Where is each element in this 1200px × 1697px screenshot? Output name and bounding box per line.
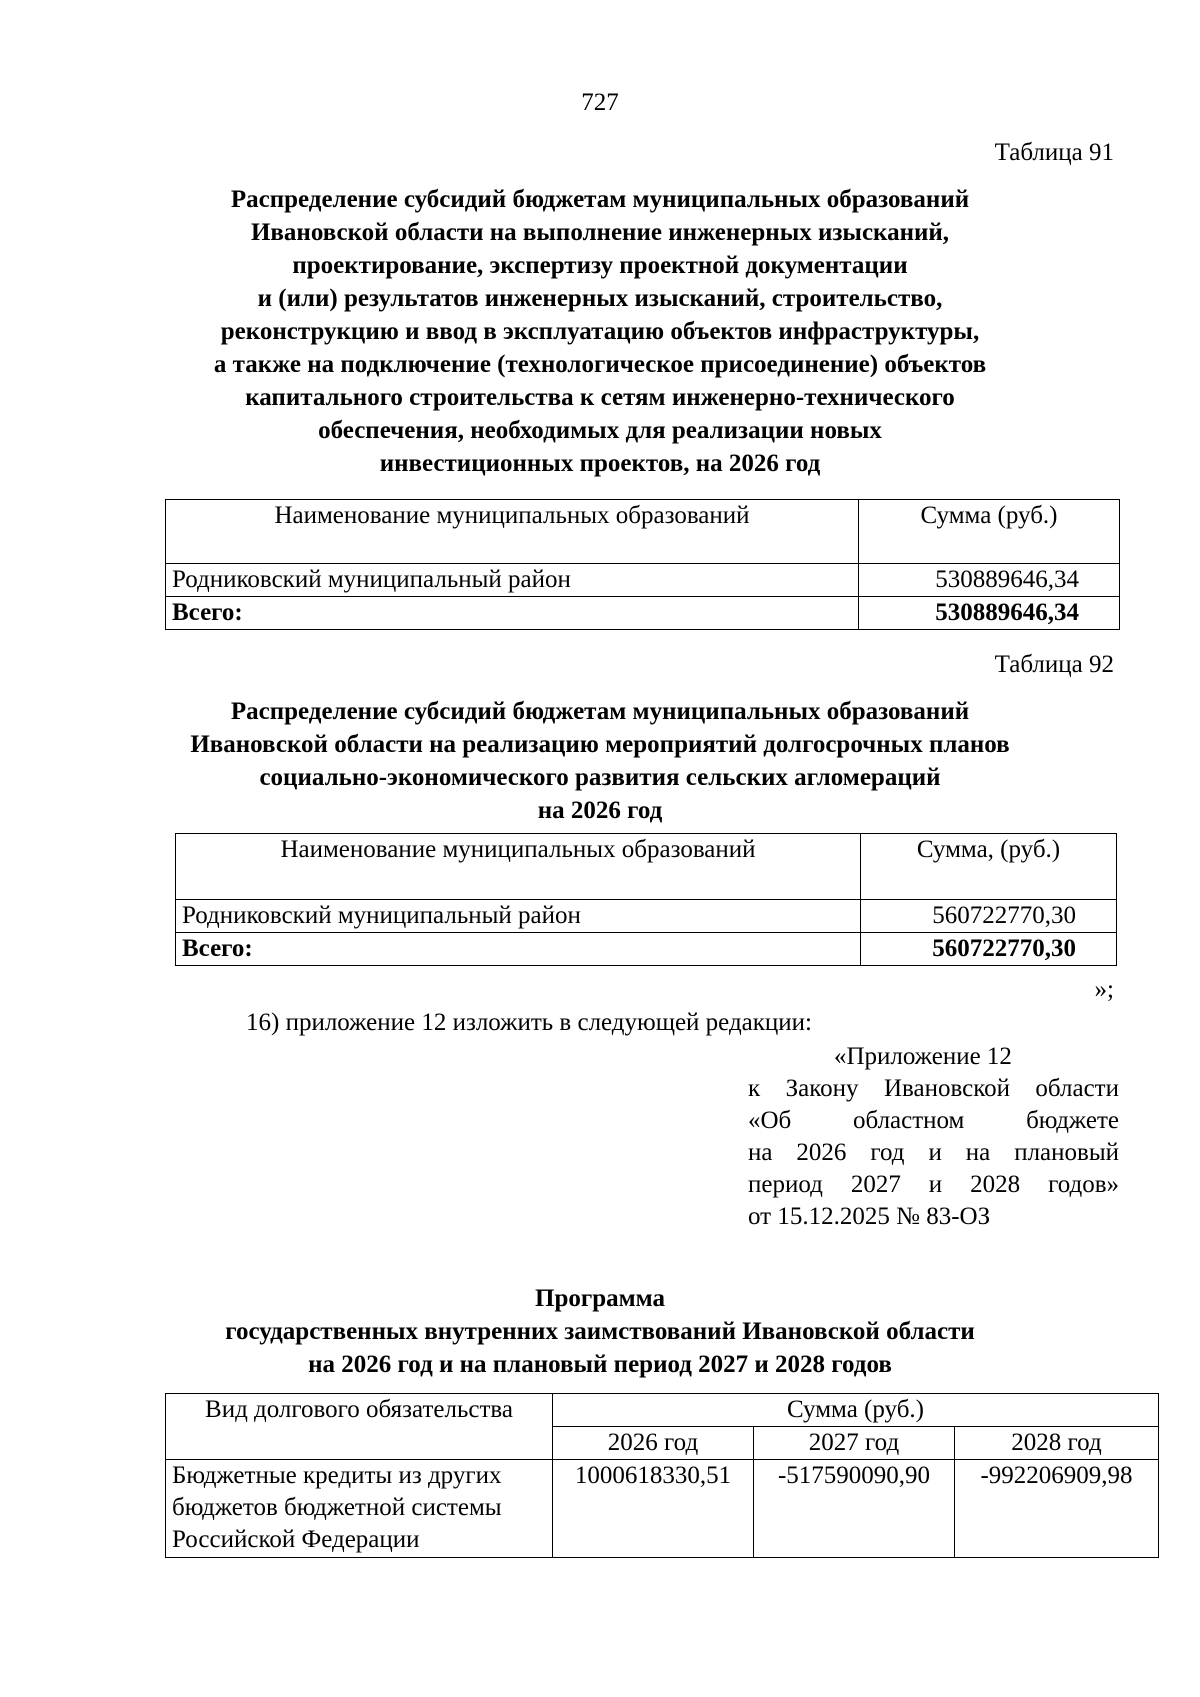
table-91-row-name: Родниковский муниципальный район — [166, 564, 859, 597]
appendix-line-1: «Приложение 12 — [834, 1043, 1012, 1070]
appendix-line-2: к Закону Ивановской области — [748, 1075, 1119, 1102]
table-92-total-sum: 560722770,30 — [861, 933, 1117, 966]
program-value-2028: -992206909,98 — [955, 1460, 1159, 1558]
table-92-row-sum: 560722770,30 — [861, 900, 1117, 933]
table-91-total-sum: 530889646,34 — [859, 597, 1120, 630]
program-value-2027: -517590090,90 — [754, 1460, 955, 1558]
appendix-line-6: от 15.12.2025 № 83-ОЗ — [748, 1203, 991, 1230]
table-91-total-label: Всего: — [166, 597, 859, 630]
appendix-line-4: на 2026 год и на плановый — [748, 1139, 1119, 1166]
table-91-header-sum: Сумма (руб.) — [859, 500, 1120, 564]
page-number: 727 — [581, 89, 619, 116]
program-year-2027: 2027 год — [754, 1427, 955, 1460]
item-16-text: 16) приложение 12 изложить в следующей редакции: — [246, 1009, 812, 1036]
program-table — [165, 1393, 1159, 1558]
table-92-row-name: Родниковский муниципальный район — [176, 900, 861, 933]
table-92-header-name: Наименование муниципальных образований — [176, 834, 861, 900]
table-92-header-sum: Сумма, (руб.) — [861, 834, 1117, 900]
program-row-type: Бюджетные кредиты из других бюджетов бюджетной системы Российской Федерации — [166, 1460, 553, 1558]
program-year-2026: 2026 год — [553, 1427, 754, 1460]
program-title: Программа государственных внутренних заимствований Ивановской области на 2026 год и на плановый период 2027 и 2028 годов — [225, 1285, 975, 1378]
table-91-label: Таблица 91 — [994, 139, 1114, 166]
appendix-line-5: период 2027 и 2028 годов» — [748, 1171, 1119, 1198]
table-92-title: Распределение субсидий бюджетам муниципальных образований Ивановской области на реализацию мероприятий долгосрочных планов социально-экономического развития сельских агломераций на 2026 год — [190, 698, 1010, 824]
table-91-header-name: Наименование муниципальных образований — [166, 500, 859, 564]
program-value-2026: 1000618330,51 — [553, 1460, 754, 1558]
table-91-row-sum: 530889646,34 — [859, 564, 1120, 597]
program-header-sum: Сумма (руб.) — [553, 1394, 1159, 1427]
table-91 — [165, 499, 1120, 630]
program-header-type: Вид долгового обязательства — [166, 1394, 553, 1460]
table-91-title: Распределение субсидий бюджетам муниципальных образований Ивановской области на выполнение инженерных изысканий, проектирование, экспертизу проектной документации и (или) результатов инженерных изысканий, строительство, реконструкцию и ввод в эксплуатацию объектов инфраструктуры, а также на подключение (технологическое присоединение) объектов капитального строительства к сетям инженерно-технического обеспечения, необходимых для реализации новых инвестиционных проектов, на 2026 год — [213, 186, 987, 477]
table-92-label: Таблица 92 — [994, 651, 1114, 678]
closing-quote: »; — [1094, 976, 1114, 1003]
program-year-2028: 2028 год — [955, 1427, 1159, 1460]
table-92-total-label: Всего: — [176, 933, 861, 966]
appendix-line-3: «Об областном бюджете — [748, 1107, 1119, 1134]
table-92 — [175, 833, 1117, 966]
